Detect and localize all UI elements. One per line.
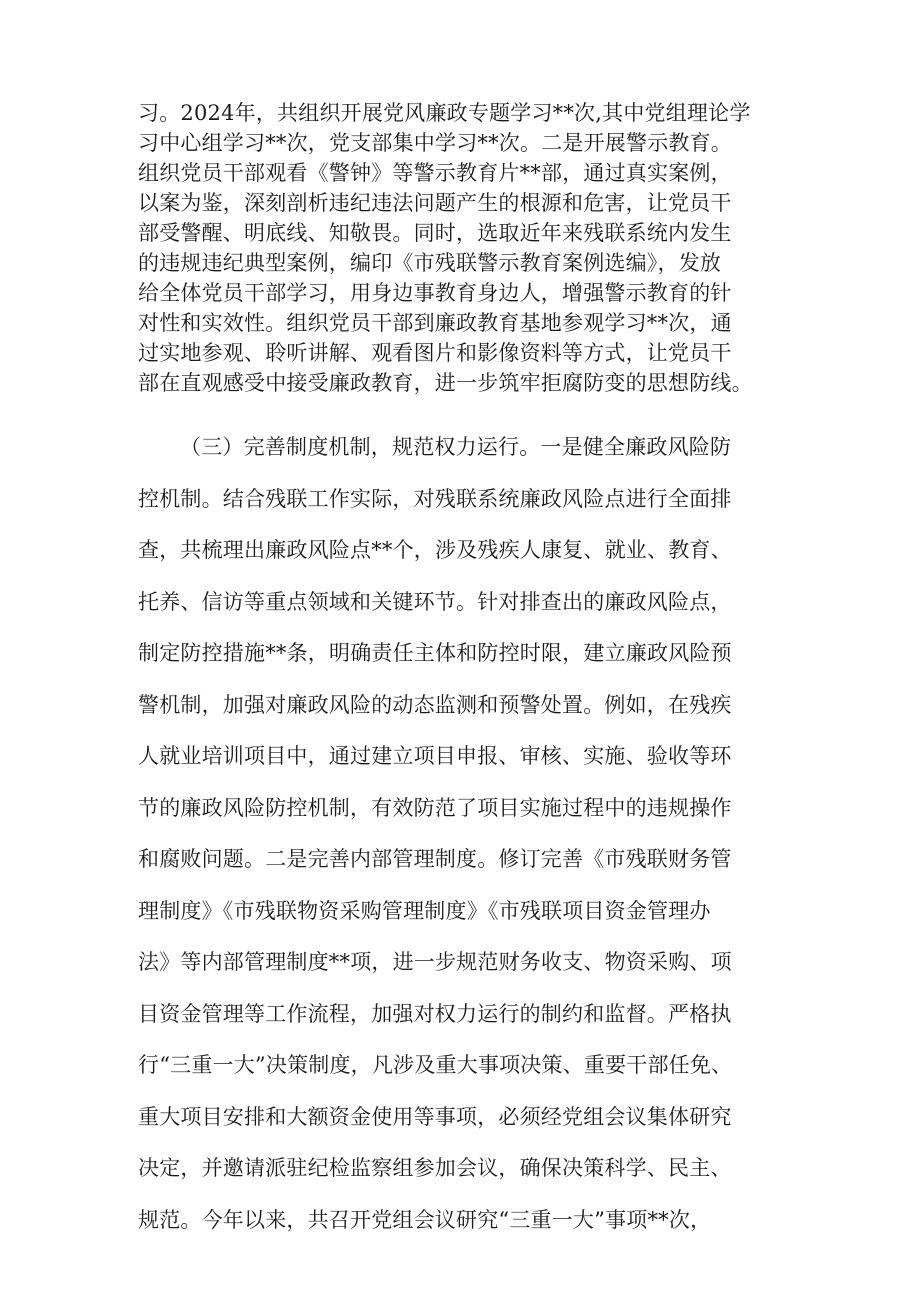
text-line: 目资金管理等工作流程，加强对权力运行的制约和监督。严格执 xyxy=(138,1001,732,1026)
text-line: 理制度》《市残联物资采购管理制度》《市残联项目资金管理办 xyxy=(138,898,711,923)
text-line: 和腐败问题。二是完善内部管理制度。修订完善《市残联财务管 xyxy=(138,847,732,871)
text-line: 人就业培训项目中，通过建立项目申报、审核、实施、验收等环 xyxy=(138,744,732,768)
text-line: 法》等内部管理制度**项，进一步规范财务收支、物资采购、项 xyxy=(138,950,732,974)
text-line: 控机制。结合残联工作实际，对残联系统廉政风险点进行全面排 xyxy=(138,486,732,511)
text-line: 查，共梳理出廉政风险点**个，涉及残疾人康复、就业、教育、 xyxy=(138,538,732,562)
text-line: 部受警醒、明底线、知敬畏。同时，选取近年来残联系统内发生 xyxy=(138,221,732,245)
text-line: 行“三重一大”决策制度，凡涉及重大事项决策、重要干部任免、 xyxy=(138,1053,733,1077)
text-line: 节的廉政风险防控机制，有效防范了项目实施过程中的违规操作 xyxy=(138,795,732,820)
text-line: 托养、信访等重点领域和关键环节。针对排查出的廉政风险点， xyxy=(138,589,732,614)
paragraph-institutional-mechanism xyxy=(138,422,838,1246)
text-line: 习。2024年，共组织开展党风廉政专题学习**次,其中党组理论学 xyxy=(138,101,751,125)
text-line: 重大项目安排和大额资金使用等事项，必须经党组会议集体研究 xyxy=(138,1104,732,1129)
text-line: 制定防控措施**条，明确责任主体和防控时限，建立廉政风险预 xyxy=(138,641,732,665)
text-line: 规范。今年以来，共召开党组会议研究“三重一大”事项**次， xyxy=(138,1207,712,1232)
text-line: 习中心组学习**次，党支部集中学习**次。二是开展警示教育。 xyxy=(138,131,732,155)
text-line: 部在直观感受中接受廉政教育，进一步筑牢拒腐防变的思想防线。 xyxy=(138,371,753,395)
text-line: 对性和实效性。组织党员干部到廉政教育基地参观学习**次，通 xyxy=(138,311,732,335)
text-line: 以案为鉴，深刻剖析违纪违法问题产生的根源和危害，让党员干 xyxy=(138,191,732,215)
text-line: 的违规违纪典型案例，编印《市残联警示教育案例选编》，发放 xyxy=(138,251,722,275)
text-line: 过实地参观、聆听讲解、观看图片和影像资料等方式，让党员干 xyxy=(138,341,732,365)
paragraph-warning-education xyxy=(138,98,838,398)
text-line: 决定，并邀请派驻纪检监察组参加会议，确保决策科学、民主、 xyxy=(138,1156,732,1180)
text-line: 给全体党员干部学习，用身边事教育身边人，增强警示教育的针 xyxy=(138,281,732,305)
text-line: （三）完善制度机制，规范权力运行。一是健全廉政风险防 xyxy=(180,435,732,459)
text-line: 警机制，加强对廉政风险的动态监测和预警处置。例如，在残疾 xyxy=(138,692,732,717)
text-line: 组织党员干部观看《警钟》等警示教育片**部，通过真实案例， xyxy=(138,161,732,185)
